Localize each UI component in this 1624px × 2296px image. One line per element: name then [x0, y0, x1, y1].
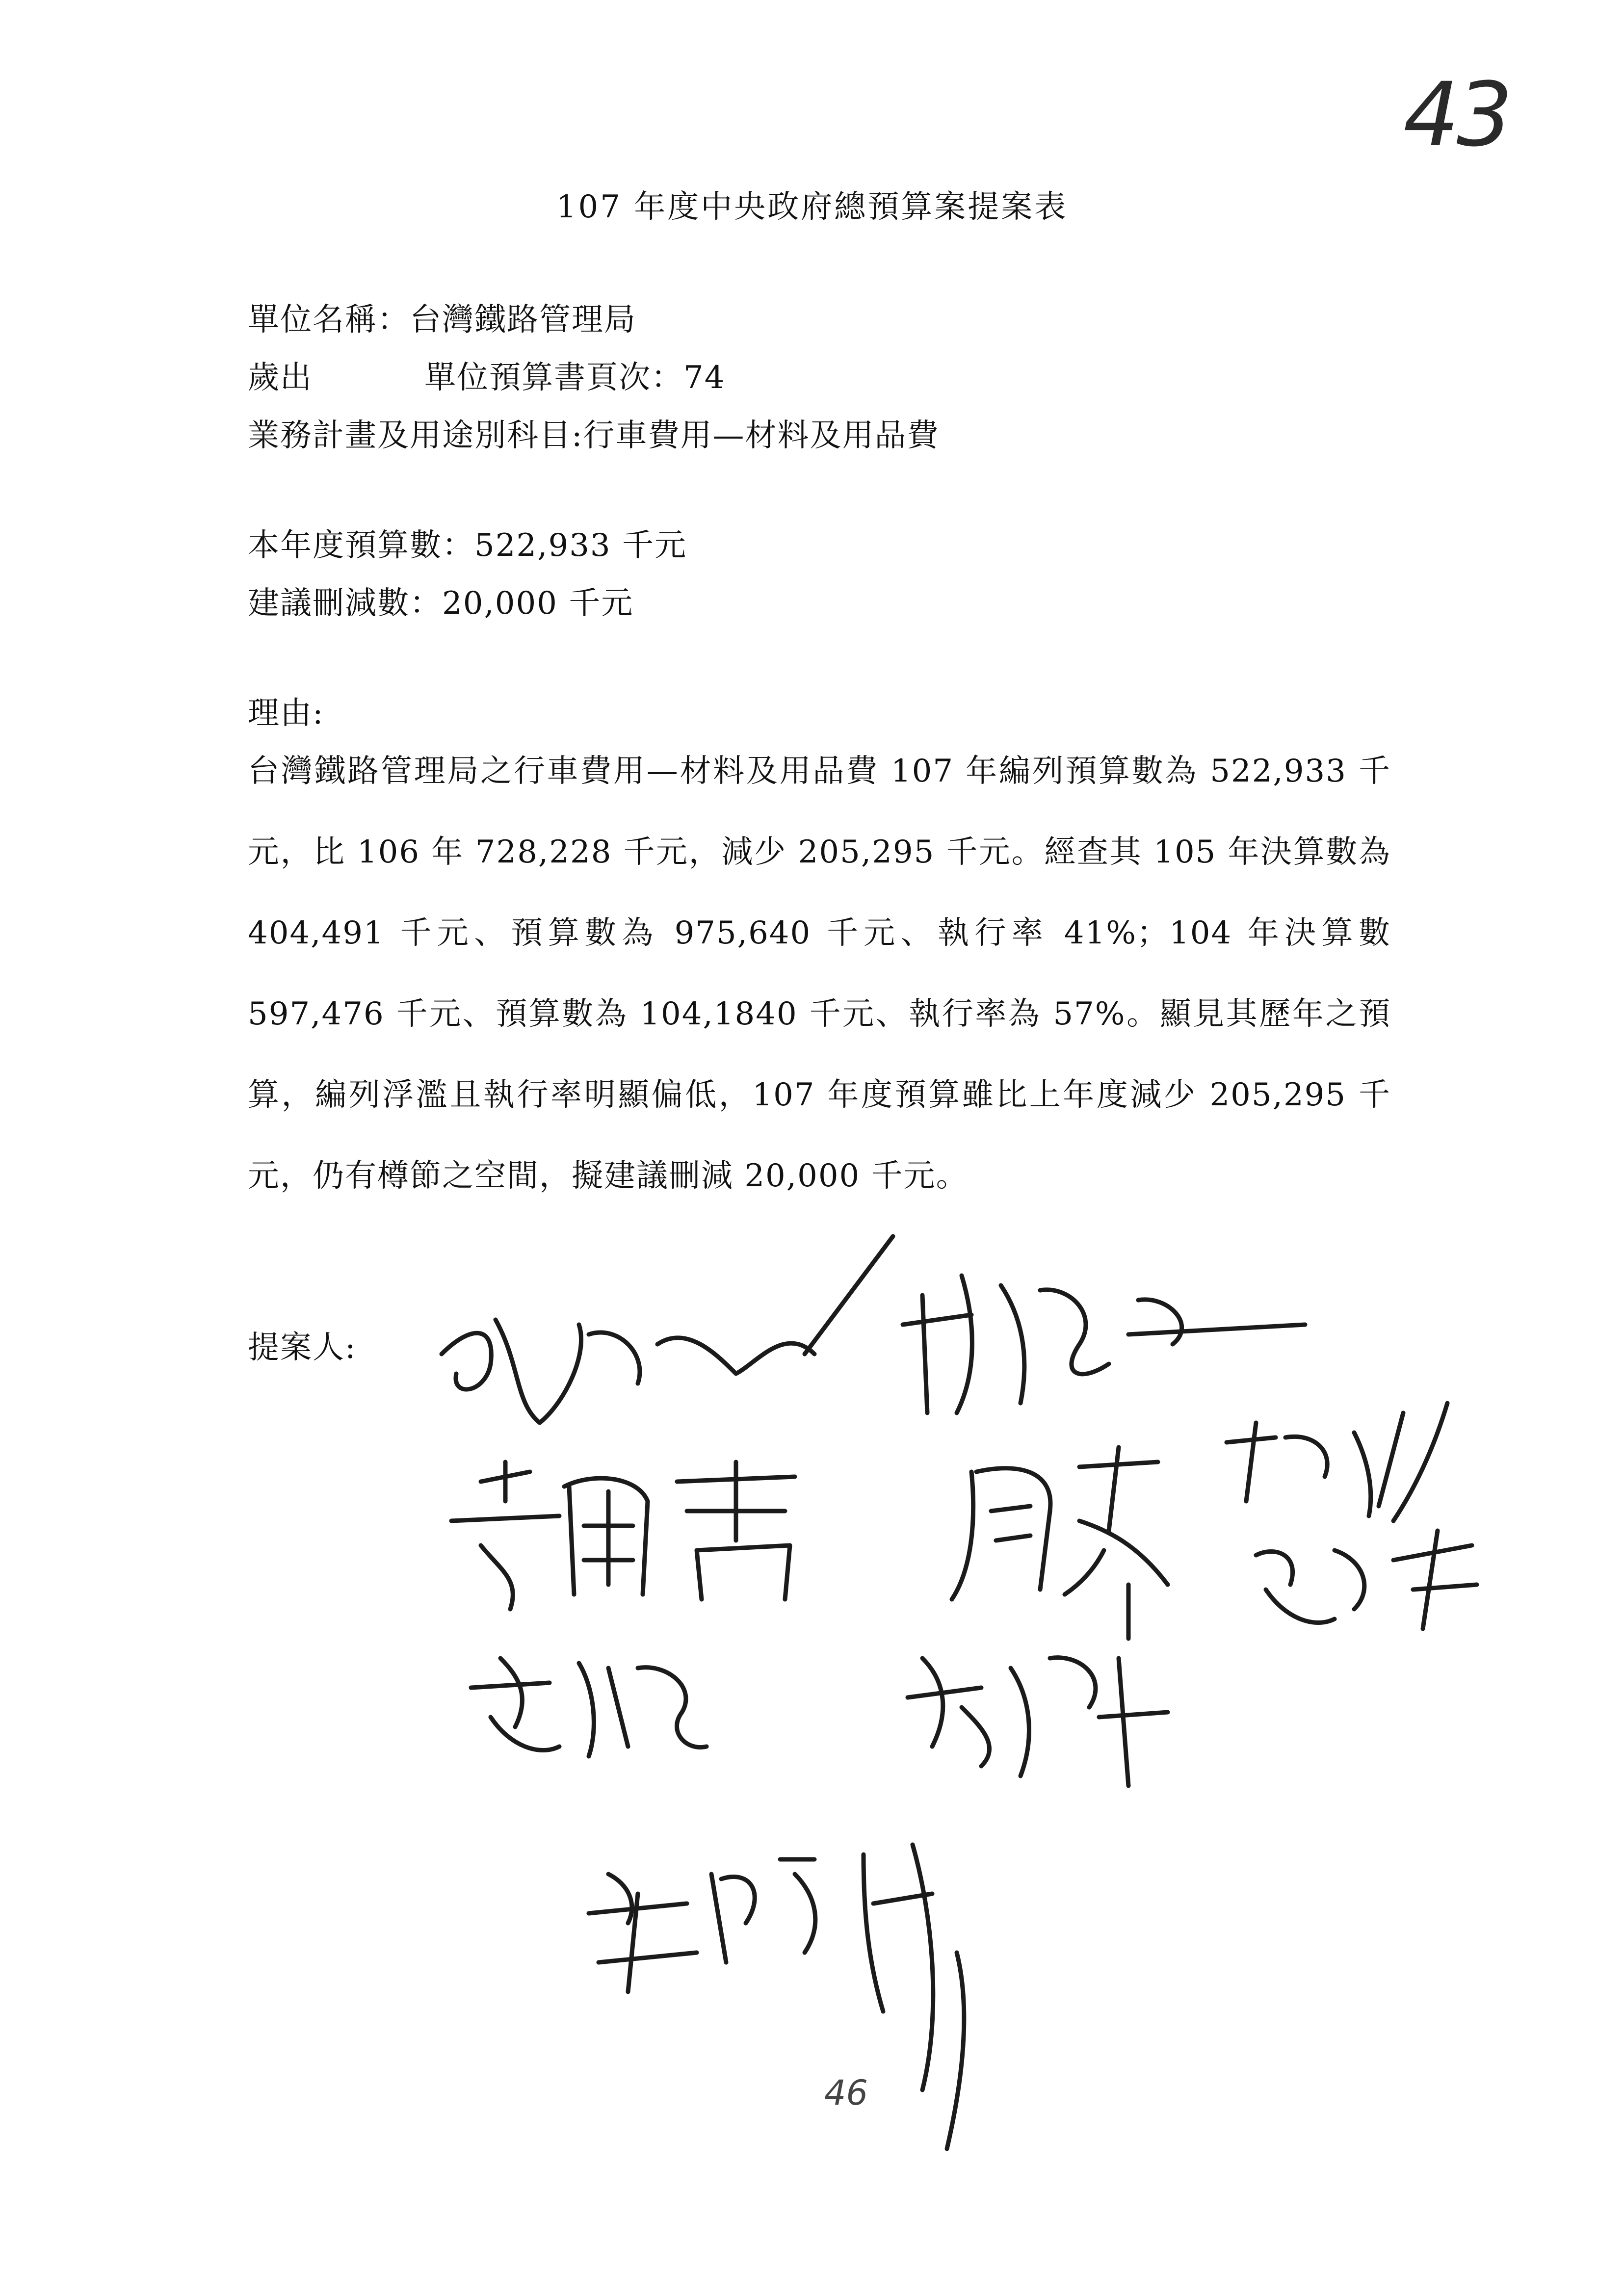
- signature-3: [451, 1462, 795, 1609]
- signature-2: [903, 1276, 1305, 1413]
- proposer-label: 提案人:: [248, 1330, 357, 1366]
- reason-paragraph: 台灣鐵路管理局之行車費用—材料及用品費 107 年編列預算數為 522,933 千元，比 106 年 728,228 千元，減少 205,295 千元。經查其 105 年決算數為 404,491 千元、預算數為 975,640 千元、執行率 41%；104 年決算數 597,476 千元、預算數為 104,1840 千元、執行率為 57%。顯見其歷年之預算，編列浮濫且執行率明顯偏低，107 年度預算雖比上年度減少 205,295 千元，仍有樽節之空間，擬建議刪減 20,000 千元。: [248, 753, 1391, 1194]
- plan-item: 業務計畫及用途別科目:行車費用—材料及用品費: [248, 417, 940, 454]
- signature-1: [442, 1236, 893, 1423]
- document-title: 107 年度中央政府總預算案提案表: [556, 189, 1068, 225]
- handwritten-page-number: 43: [1403, 64, 1510, 166]
- proposed-cut: 建議刪減數：20,000 千元: [248, 585, 634, 622]
- reason-label: 理由:: [248, 695, 324, 731]
- current-budget: 本年度預算數：522,933 千元: [248, 527, 687, 564]
- category-label: 歲出: [248, 360, 313, 396]
- signature-5: [1227, 1403, 1477, 1629]
- signature-8: [589, 1845, 964, 2149]
- handwritten-bottom-page-number: 46: [824, 2073, 868, 2113]
- unit-name: 單位名稱：台灣鐵路管理局: [248, 302, 636, 338]
- signature-4: [952, 1447, 1168, 1639]
- signature-7: [908, 1658, 1168, 1786]
- signature-6: [471, 1658, 707, 1756]
- budget-page: 單位預算書頁次：74: [424, 360, 726, 396]
